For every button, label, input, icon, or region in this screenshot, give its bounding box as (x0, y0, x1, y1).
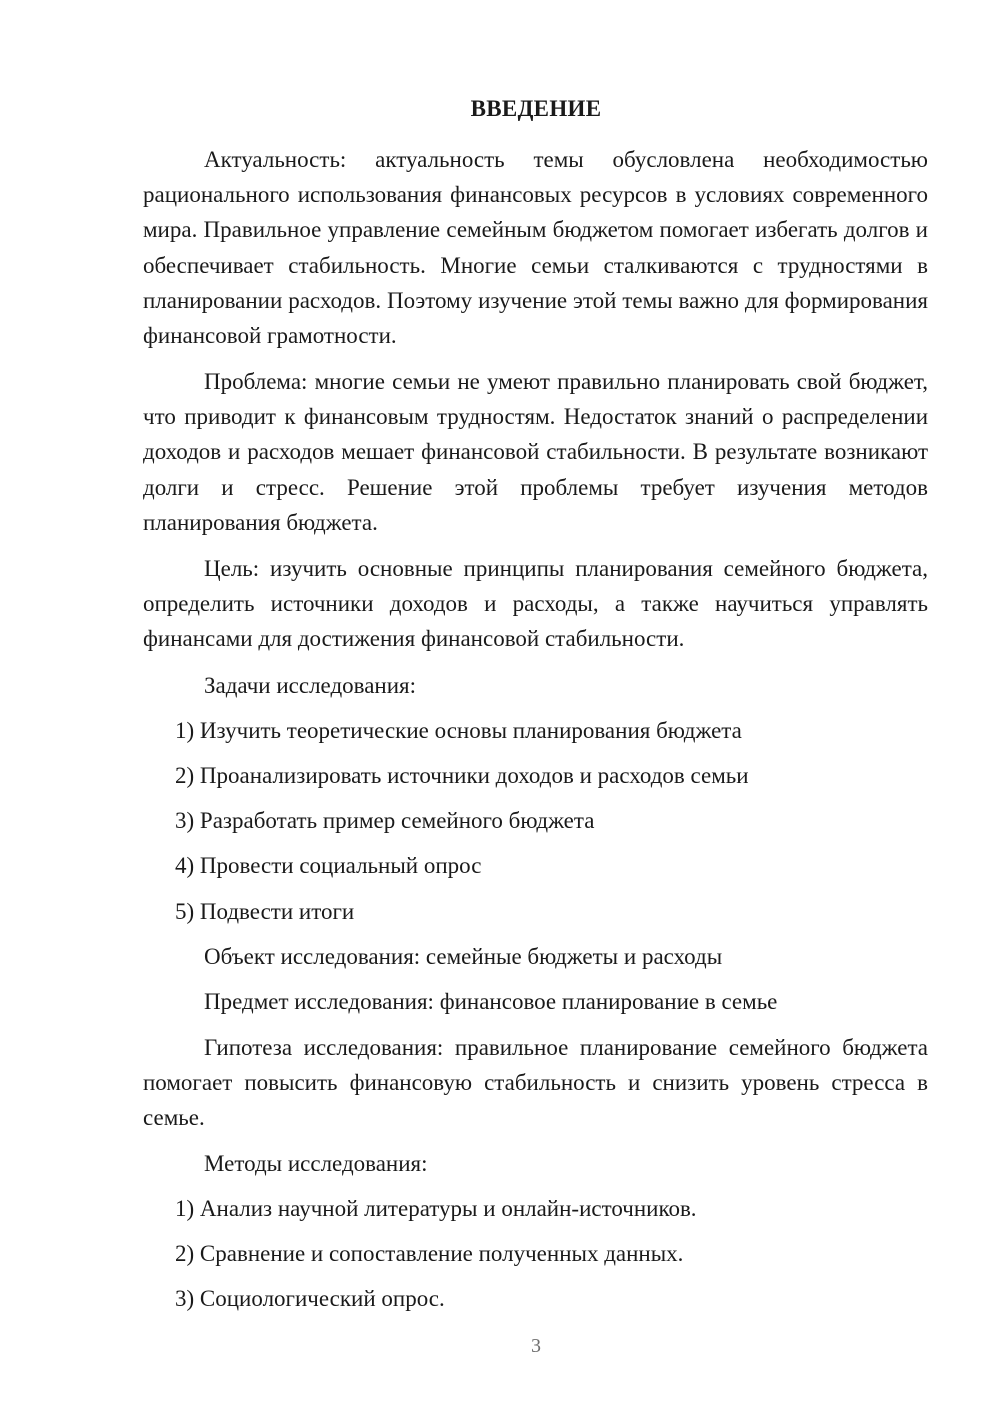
methods-heading: Методы исследования: (204, 1151, 428, 1176)
problem-paragraph (143, 364, 928, 540)
relevance-text: Актуальность: актуальность темы обусловлена необходимостью рационального использования финансовых ресурсов в условиях современного мира. Правильное управление семейным бюджетом помогает избегать долгов и обеспечивает стабильность. Многие семьи сталкиваются с трудностями в планировании расходов. Поэтому изучение этой темы важно для формирования финансовой грамотности. (143, 147, 928, 349)
goal-paragraph (143, 551, 928, 657)
task-item: 5) Подвести итоги (175, 899, 355, 924)
research-subject: Предмет исследования: финансовое планирование в семье (204, 989, 778, 1014)
page-title: ВВЕДЕНИЕ (470, 96, 602, 121)
page-number: 3 (531, 1335, 541, 1357)
hypothesis-text: Гипотеза исследования: правильное планирование семейного бюджета помогает повысить финансовую стабильность и снизить уровень стресса в семье. (143, 1035, 928, 1131)
tasks-heading: Задачи исследования: (204, 673, 417, 698)
problem-text: Проблема: многие семьи не умеют правильно планировать свой бюджет, что приводит к финансовым трудностям. Недостаток знаний о распределении доходов и расходов мешает финансовой стабильности. В результате возникают долги и стресс. Решение этой проблемы требует изучения методов планирования бюджета. (143, 369, 928, 535)
task-item: 1) Изучить теоретические основы планирования бюджета (175, 718, 742, 743)
hypothesis-paragraph (143, 1030, 928, 1136)
task-item: 2) Проанализировать источники доходов и расходов семьи (175, 763, 749, 788)
research-object: Объект исследования: семейные бюджеты и расходы (204, 944, 723, 969)
task-item: 3) Разработать пример семейного бюджета (175, 808, 595, 833)
relevance-paragraph (143, 142, 928, 353)
method-item: 1) Анализ научной литературы и онлайн-источников. (175, 1196, 697, 1221)
task-item: 4) Провести социальный опрос (175, 853, 482, 878)
method-item: 3) Социологический опрос. (175, 1286, 445, 1311)
method-item: 2) Сравнение и сопоставление полученных данных. (175, 1241, 684, 1266)
goal-text: Цель: изучить основные принципы планирования семейного бюджета, определить источники доходов и расходы, а также научиться управлять финансами для достижения финансовой стабильности. (143, 556, 928, 652)
